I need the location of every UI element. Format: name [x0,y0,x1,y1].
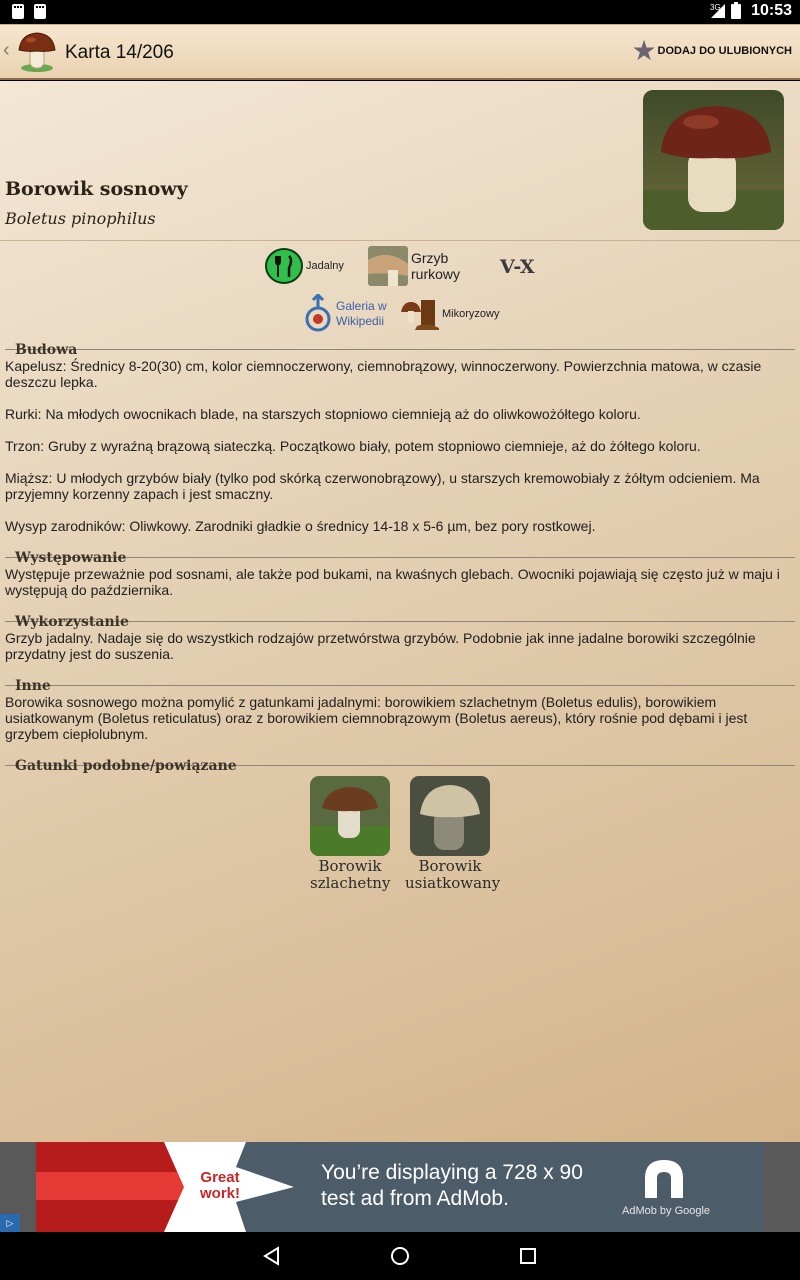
related-species-item[interactable] [400,776,500,892]
action-bar [0,24,800,80]
section-podobne [5,758,795,774]
section-title-podobne: Gatunki podobne/powiązane [15,758,237,774]
back-chevron-icon[interactable]: ‹ [3,39,10,61]
edible-fork-knife-icon [265,248,303,284]
mycorrhizal-label: Mikoryzowy [442,308,500,320]
paragraph-wykorzystanie: Grzyb jadalny. Nadaje się do wszystkich rodzajów przetwórstwa grzybów. Podobnie jak inne jadalne borowiki szczególnie przydatny jest do suszenia. [5,630,756,662]
related-species-label: Borowik usiatkowany [405,857,501,892]
ad-badge-graphic [36,1142,296,1232]
ad-message: You’re displaying a 728 x 90 test ad from AdMob. [321,1161,583,1210]
ad-container [0,1142,800,1232]
related-species-thumb[interactable] [410,776,490,856]
species-photo[interactable] [643,90,784,230]
gallery-link-label: Galeria w Wikipedii [336,299,387,328]
add-to-favorites-label: DODAJ DO ULUBIONYCH [657,45,792,57]
section-inne [5,678,795,758]
section-header [5,758,795,774]
species-name: Borowik sosnowy [5,178,188,200]
related-species-thumb[interactable] [310,776,390,856]
type-label: Grzyb rurkowy [411,250,461,282]
species-card [0,81,800,1142]
paragraph-wysyp: Wysyp zarodników: Oliwkowy. Zarodniki gładkie o średnicy 14-18 x 5-6 µm, bez pory rostkowej. [5,518,596,534]
related-species-label: Borowik szlachetny [310,857,391,892]
section-header [5,550,795,566]
star-icon: ★ [631,35,657,66]
wikimedia-commons-icon [302,294,334,334]
section-title-budowa: Budowa [15,342,78,358]
sd-card-icon [34,4,46,19]
related-species-item[interactable] [300,776,400,892]
adchoices-icon[interactable]: ▷ [0,1214,20,1232]
type-tag[interactable] [368,246,467,286]
paragraph-trzon: Trzon: Gruby z wyraźną brązową siateczką. Początkowo biały, potem stopniowo ciemnieje, aż do żółtego koloru. [5,438,701,454]
admob-logo-icon [641,1156,687,1202]
section-title-inne: Inne [15,678,51,694]
clock: 10:53 [751,2,792,19]
home-icon[interactable] [388,1244,412,1268]
edible-tag[interactable] [265,248,344,284]
system-nav-bar [0,1232,800,1280]
battery-icon [731,4,741,19]
admob-test-ad[interactable] [36,1142,764,1232]
section-budowa [5,342,795,550]
edible-label: Jadalny [306,260,344,272]
section-title-wystepowanie: Występowanie [15,550,127,566]
recents-icon[interactable] [516,1244,540,1268]
section-header [5,678,795,694]
section-header [5,342,795,358]
back-icon[interactable] [260,1244,284,1268]
species-latin-name: Boletus pinophilus [5,209,156,228]
admob-brand-label: AdMob by Google [622,1205,711,1217]
paragraph-rurki: Rurki: Na młodych owocnikach blade, na starszych stopniowo ciemnieją aż do oliwkowożółtego koloru. [5,406,641,422]
mycorrhizal-tag[interactable] [399,298,499,330]
paragraph-wystepowanie: Występuje przeważnie pod sosnami, ale także pod bukami, na kwaśnych glebach. Owocniki pojawiają się często już w maju i występują do października. [5,566,780,598]
section-wystepowanie [5,550,795,614]
section-header [5,614,795,630]
paragraph-inne: Borowika sosnowego można pomylić z gatunkami jadalnymi: borowikiem szlachetnym (Boletus edulis), borowikiem usiatkowanym (Boletus reticulatus) oraz z borowikiem ciemnobrązowym (Boletus aereus), który rośnie pod dębami i jest grzybem ciepłolubnym. [5,694,748,742]
section-title-wykorzystanie: Wykorzystanie [15,614,129,630]
header-divider [0,240,800,241]
section-wykorzystanie [5,614,795,678]
status-bar [0,0,800,24]
ad-badge-text: Great work! [200,1169,241,1202]
card-counter-title: Karta 14/206 [65,42,174,63]
mushroom-logo-icon[interactable] [17,30,57,74]
tube-mushroom-icon [368,246,408,286]
paragraph-kapelusz: Kapelusz: Średnicy 8-20(30) cm, kolor ciemnoczerwony, ciemnobrązowy, winnoczerwony. Powierzchnia matowa, w czasie deszczu lepka. [5,358,762,390]
mycorrhizal-tree-mushroom-icon [399,298,439,330]
add-to-favorites-button[interactable] [631,35,792,66]
sd-card-icon [12,4,24,19]
signal-icon [711,4,725,18]
network-type: 3G [710,3,721,12]
paragraph-miazsz: Miąższ: U młodych grzybów biały (tylko pod skórką czerwonobrązowy), u starszych kremowobiały z żółtym odcieniem. Ma przyjemny korzenny zapach i jest smaczny. [5,470,760,502]
season-label: V-X [500,256,535,278]
wikipedia-gallery-link[interactable] [302,294,390,334]
